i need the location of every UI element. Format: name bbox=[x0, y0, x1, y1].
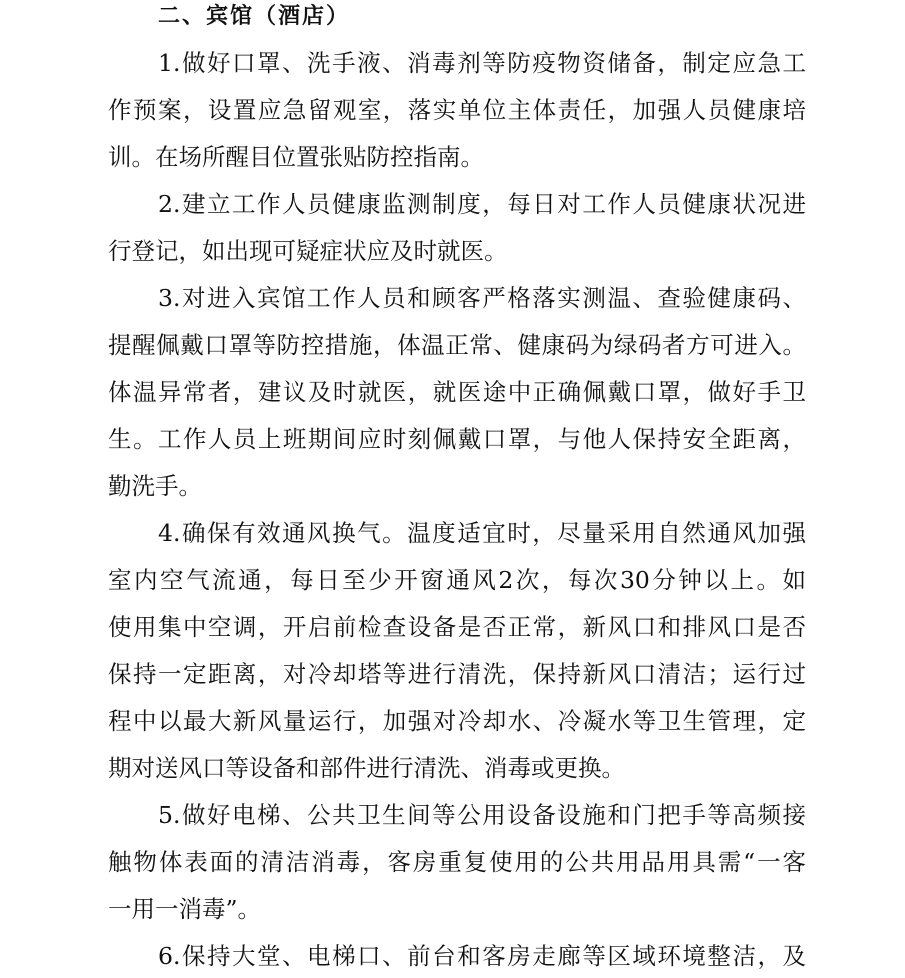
paragraph-2-line-1: 2.建立工作人员健康监测制度，每日对工作人员健康状况进 bbox=[158, 190, 806, 218]
paragraph-4-line-4: 保持一定距离，对冷却塔等进行清洗，保持新风口清洁；运行过 bbox=[108, 660, 806, 688]
paragraph-3-line-4: 生。工作人员上班期间应时刻佩戴口罩，与他人保持安全距离， bbox=[108, 425, 806, 453]
paragraph-4-line-3: 使用集中空调，开启前检查设备是否正常，新风口和排风口是否 bbox=[108, 613, 806, 641]
paragraph-3-line-2: 提醒佩戴口罩等防控措施，体温正常、健康码为绿码者方可进入。 bbox=[108, 331, 806, 359]
paragraph-1-line-1: 1.做好口罩、洗手液、消毒剂等防疫物资储备，制定应急工 bbox=[158, 49, 806, 77]
paragraph-5-line-1: 5.做好电梯、公共卫生间等公用设备设施和门把手等高频接 bbox=[158, 801, 806, 829]
paragraph-3-line-3: 体温异常者，建议及时就医，就医途中正确佩戴口罩，做好手卫 bbox=[108, 378, 806, 406]
paragraph-5-line-3: 一用一消毒”。 bbox=[108, 895, 262, 923]
paragraph-2-line-2: 行登记，如出现可疑症状应及时就医。 bbox=[108, 237, 508, 265]
paragraph-6-line-1: 6.保持大堂、电梯口、前台和客房走廊等区域环境整洁，及 bbox=[158, 942, 806, 970]
paragraph-4-line-1: 4.确保有效通风换气。温度适宜时，尽量采用自然通风加强 bbox=[158, 519, 806, 547]
paragraph-1-line-3: 训。在场所醒目位置张贴防控指南。 bbox=[108, 143, 484, 171]
paragraph-4-line-6: 期对送风口等设备和部件进行清洗、消毒或更换。 bbox=[108, 754, 625, 782]
paragraph-5-line-2: 触物体表面的清洁消毒，客房重复使用的公共用品用具需“一客 bbox=[108, 848, 806, 876]
paragraph-4-line-2: 室内空气流通，每日至少开窗通风2次，每次30分钟以上。如 bbox=[108, 566, 806, 594]
paragraph-4-line-5: 程中以最大新风量运行，加强对冷却水、冷凝水等卫生管理，定 bbox=[108, 707, 806, 735]
paragraph-1-line-2: 作预案，设置应急留观室，落实单位主体责任，加强人员健康培 bbox=[108, 96, 806, 124]
paragraph-3-line-1: 3.对进入宾馆工作人员和顾客严格落实测温、查验健康码、 bbox=[158, 284, 806, 312]
section-heading: 二、宾馆（酒店） bbox=[158, 4, 351, 29]
paragraph-3-line-5: 勤洗手。 bbox=[108, 472, 202, 500]
